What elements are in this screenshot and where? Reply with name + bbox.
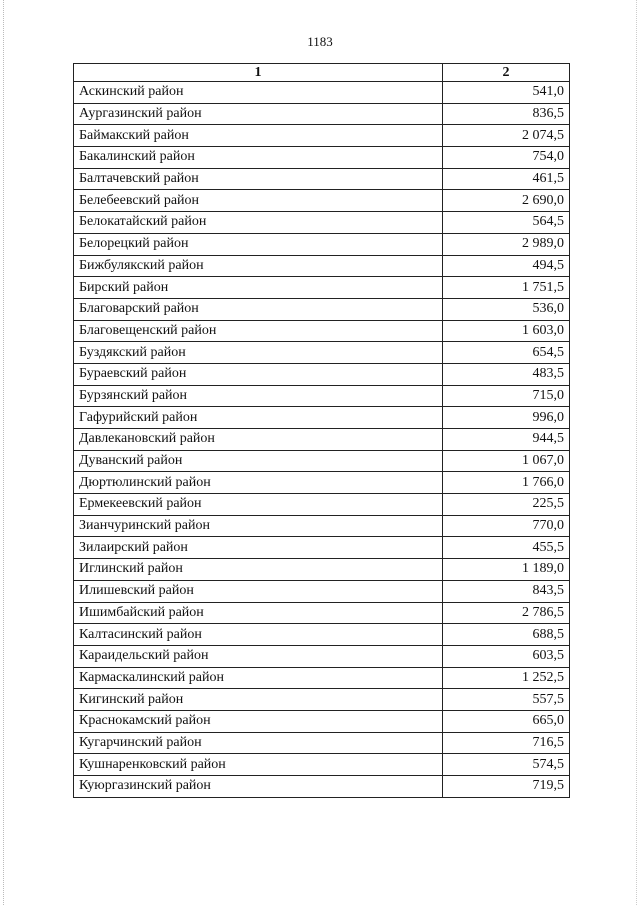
scan-edge-right bbox=[636, 0, 637, 905]
table-row bbox=[74, 363, 570, 385]
district-value: 2 786,5 bbox=[443, 602, 570, 624]
district-value: 836,5 bbox=[443, 103, 570, 125]
district-name: Буздякский район bbox=[74, 342, 443, 364]
table-row bbox=[74, 168, 570, 190]
district-value: 719,5 bbox=[443, 776, 570, 798]
district-value: 665,0 bbox=[443, 710, 570, 732]
district-value: 688,5 bbox=[443, 624, 570, 646]
table-row bbox=[74, 125, 570, 147]
district-value: 574,5 bbox=[443, 754, 570, 776]
district-value: 715,0 bbox=[443, 385, 570, 407]
district-name: Дюртюлинский район bbox=[74, 472, 443, 494]
district-name: Балтачевский район bbox=[74, 168, 443, 190]
district-name: Белорецкий район bbox=[74, 233, 443, 255]
table-row bbox=[74, 754, 570, 776]
district-name: Ермекеевский район bbox=[74, 494, 443, 516]
district-value: 541,0 bbox=[443, 82, 570, 104]
district-value: 770,0 bbox=[443, 515, 570, 537]
district-name: Бурзянский район bbox=[74, 385, 443, 407]
district-name: Илишевский район bbox=[74, 580, 443, 602]
table-row bbox=[74, 255, 570, 277]
district-table bbox=[73, 63, 570, 798]
district-name: Благовещенский район bbox=[74, 320, 443, 342]
table-row bbox=[74, 710, 570, 732]
district-name: Кигинский район bbox=[74, 689, 443, 711]
district-value: 1 603,0 bbox=[443, 320, 570, 342]
district-value: 461,5 bbox=[443, 168, 570, 190]
district-name: Белебеевский район bbox=[74, 190, 443, 212]
district-value: 2 989,0 bbox=[443, 233, 570, 255]
table-row bbox=[74, 190, 570, 212]
district-name: Аургазинский район bbox=[74, 103, 443, 125]
table-row bbox=[74, 233, 570, 255]
page-number: 1183 bbox=[307, 34, 333, 49]
table-row bbox=[74, 645, 570, 667]
district-name: Куюргазинский район bbox=[74, 776, 443, 798]
district-value: 654,5 bbox=[443, 342, 570, 364]
district-value: 1 766,0 bbox=[443, 472, 570, 494]
table-row bbox=[74, 342, 570, 364]
table-row bbox=[74, 82, 570, 104]
table-row bbox=[74, 624, 570, 646]
district-name: Кушнаренковский район bbox=[74, 754, 443, 776]
district-name: Калтасинский район bbox=[74, 624, 443, 646]
district-value: 564,5 bbox=[443, 212, 570, 234]
district-name: Краснокамский район bbox=[74, 710, 443, 732]
table-row bbox=[74, 103, 570, 125]
district-name: Бижбулякский район bbox=[74, 255, 443, 277]
table-row bbox=[74, 472, 570, 494]
district-name: Ишимбайский район bbox=[74, 602, 443, 624]
table-row bbox=[74, 212, 570, 234]
district-name: Иглинский район bbox=[74, 559, 443, 581]
district-value: 2 074,5 bbox=[443, 125, 570, 147]
district-value: 1 067,0 bbox=[443, 450, 570, 472]
district-name: Баймакский район bbox=[74, 125, 443, 147]
district-value: 996,0 bbox=[443, 407, 570, 429]
district-name: Дуванский район bbox=[74, 450, 443, 472]
table-row bbox=[74, 559, 570, 581]
district-name: Зианчуринский район bbox=[74, 515, 443, 537]
district-value: 716,5 bbox=[443, 732, 570, 754]
district-value: 494,5 bbox=[443, 255, 570, 277]
table-row bbox=[74, 450, 570, 472]
table-row bbox=[74, 515, 570, 537]
column-header-1: 1 bbox=[74, 64, 443, 82]
district-name: Бураевский район bbox=[74, 363, 443, 385]
table-row bbox=[74, 407, 570, 429]
district-value: 843,5 bbox=[443, 580, 570, 602]
table-header-row bbox=[74, 64, 570, 82]
table-row bbox=[74, 580, 570, 602]
table-row bbox=[74, 667, 570, 689]
column-header-2: 2 bbox=[443, 64, 570, 82]
district-name: Караидельский район bbox=[74, 645, 443, 667]
district-value: 944,5 bbox=[443, 429, 570, 451]
district-name: Бакалинский район bbox=[74, 147, 443, 169]
table-row bbox=[74, 776, 570, 798]
district-value: 754,0 bbox=[443, 147, 570, 169]
district-name: Бирский район bbox=[74, 277, 443, 299]
table-row bbox=[74, 537, 570, 559]
table-row bbox=[74, 298, 570, 320]
district-name: Аскинский район bbox=[74, 82, 443, 104]
table-row bbox=[74, 320, 570, 342]
district-value: 536,0 bbox=[443, 298, 570, 320]
district-value: 1 189,0 bbox=[443, 559, 570, 581]
table-row bbox=[74, 494, 570, 516]
district-value: 455,5 bbox=[443, 537, 570, 559]
district-value: 1 252,5 bbox=[443, 667, 570, 689]
table-row bbox=[74, 602, 570, 624]
district-value: 225,5 bbox=[443, 494, 570, 516]
district-value: 2 690,0 bbox=[443, 190, 570, 212]
district-name: Давлекановский район bbox=[74, 429, 443, 451]
district-name: Кугарчинский район bbox=[74, 732, 443, 754]
scan-edge-left bbox=[3, 0, 4, 905]
district-name: Кармаскалинский район bbox=[74, 667, 443, 689]
district-value: 603,5 bbox=[443, 645, 570, 667]
table-row bbox=[74, 385, 570, 407]
table-row bbox=[74, 147, 570, 169]
district-value: 483,5 bbox=[443, 363, 570, 385]
district-value: 1 751,5 bbox=[443, 277, 570, 299]
district-name: Благоварский район bbox=[74, 298, 443, 320]
district-name: Белокатайский район bbox=[74, 212, 443, 234]
table-body bbox=[74, 82, 570, 798]
table-row bbox=[74, 689, 570, 711]
table-row bbox=[74, 732, 570, 754]
table-row bbox=[74, 429, 570, 451]
district-name: Гафурийский район bbox=[74, 407, 443, 429]
district-value: 557,5 bbox=[443, 689, 570, 711]
table-row bbox=[74, 277, 570, 299]
district-name: Зилаирский район bbox=[74, 537, 443, 559]
